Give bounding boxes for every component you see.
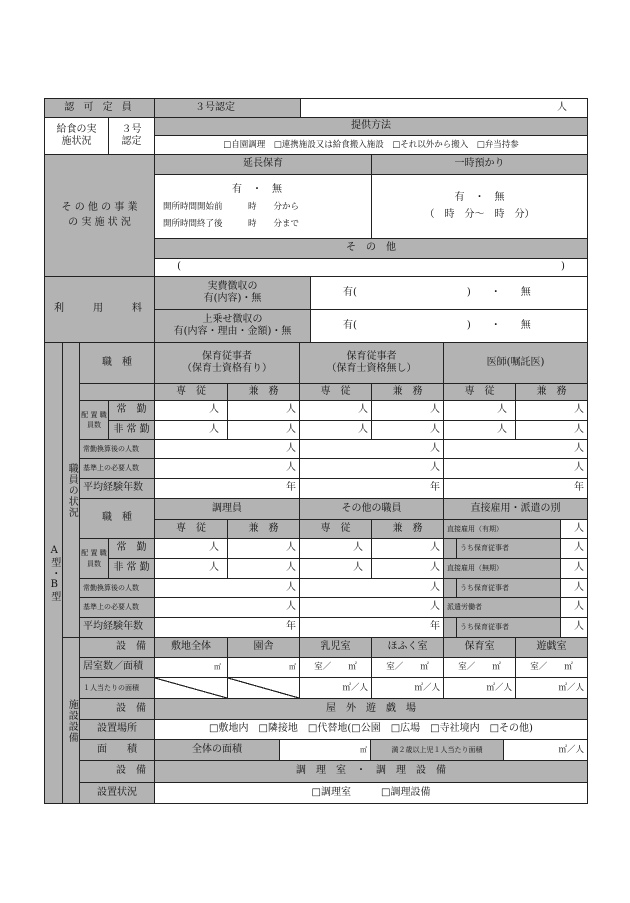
- count-field[interactable]: 人: [560, 519, 588, 539]
- count-field[interactable]: 人: [154, 558, 228, 579]
- fac-col-playroom: 遊戯室: [515, 637, 588, 658]
- count-field[interactable]: 人: [560, 578, 588, 598]
- total-area-field[interactable]: ㎡: [279, 739, 371, 761]
- setsubi-label: 設 備: [79, 698, 155, 720]
- count-field[interactable]: 人: [299, 538, 372, 559]
- count-field[interactable]: 人: [443, 420, 516, 440]
- per-person-label: １人当たりの面積: [79, 677, 155, 699]
- direct-indef-label: 直接雇用（無期）: [443, 558, 561, 579]
- senju-header: 専 従: [443, 383, 516, 401]
- setsubi-label: 設 備: [79, 637, 155, 658]
- senju-header: 専 従: [299, 519, 372, 539]
- haichi-label: 配 置 職員数: [79, 400, 109, 440]
- count-field[interactable]: 人: [299, 439, 444, 459]
- heikin-label: 平均経験年数: [79, 617, 155, 638]
- years-field[interactable]: 年: [154, 617, 300, 638]
- hijokin-label: 非 常 勤: [108, 558, 155, 579]
- staff1-col3: 医師(嘱託医): [443, 342, 588, 384]
- per-area-field[interactable]: ㎡／人: [515, 677, 588, 699]
- ichiji-header: 一時預かり: [371, 154, 588, 175]
- per-area-field[interactable]: ㎡／人: [299, 677, 372, 699]
- room-area-field[interactable]: 室／ ㎡: [515, 657, 588, 678]
- staff2-col3: 直接雇用・派遣の別: [443, 498, 588, 520]
- location-label: 設置場所: [79, 719, 155, 740]
- kyoshitsu-label: 居室数／面積: [79, 657, 155, 678]
- count-field[interactable]: 人: [560, 538, 588, 559]
- kenmu-header: 兼 務: [227, 383, 300, 401]
- heikin-label: 平均経験年数: [79, 478, 155, 499]
- kenmu-header: 兼 務: [371, 519, 444, 539]
- cooking-header: 調 理 室 ・ 調 理 設 備: [154, 760, 588, 783]
- sonota-label: そ の 他 の 事 業 の 実 施 状 況: [44, 154, 155, 277]
- ichiji-body[interactable]: [371, 174, 588, 239]
- blank-cell: [79, 383, 155, 401]
- kenmu-header: 兼 務: [227, 519, 300, 539]
- dispatch-label: 派遣労働者: [443, 597, 561, 618]
- kyushoku-header: 提供方法: [154, 117, 588, 136]
- other-field[interactable]: ( ): [154, 258, 588, 277]
- status-label: 設置状況: [79, 782, 155, 804]
- senju-header: 専 従: [299, 383, 372, 401]
- direct-indef-childcare-label: うち保育従事者: [456, 578, 561, 598]
- unit: 人: [557, 101, 567, 113]
- room-area-field[interactable]: 室／ ㎡: [371, 657, 444, 678]
- count-field[interactable]: 人: [371, 400, 444, 421]
- indent-cell: [443, 617, 457, 638]
- count-field[interactable]: 人: [227, 558, 300, 579]
- ninka-item: ３号認定: [154, 98, 301, 118]
- count-field[interactable]: 人: [371, 558, 444, 579]
- staff1-col2: 保育従事者 （保育士資格無し）: [299, 342, 444, 384]
- room-area-field[interactable]: 室／ ㎡: [299, 657, 372, 678]
- years-field[interactable]: 年: [299, 617, 444, 638]
- ninka-label: 認 可 定 員: [44, 98, 155, 118]
- ichiji-yumu[interactable]: 有 ・ 無: [454, 192, 505, 203]
- indent-cell: [443, 578, 457, 598]
- fac-col-infant: 乳児室: [299, 637, 372, 658]
- fac-col-crawling: ほふく室: [371, 637, 444, 658]
- count-field[interactable]: 人: [154, 597, 300, 618]
- haichi-label: 配 置 職員数: [79, 538, 109, 579]
- riyoryo-label: 利 用 料: [44, 276, 155, 343]
- count-field[interactable]: 人: [299, 458, 444, 479]
- count-field[interactable]: 人: [299, 400, 372, 421]
- count-field[interactable]: 人: [299, 420, 372, 440]
- area-field[interactable]: ㎡: [227, 657, 300, 678]
- dispatch-childcare-label: うち保育従事者: [456, 617, 561, 638]
- direct-fixed-label: 直接雇用（有期）: [443, 519, 561, 539]
- count-field[interactable]: 人: [515, 400, 588, 421]
- shokushu-header-2: 職 種: [79, 498, 155, 539]
- location-options[interactable]: □敷地内 □隣接地 □代替地(□公園 □広場 □寺社境内 □その他): [154, 719, 588, 740]
- per2-field[interactable]: ㎡／人: [503, 739, 588, 761]
- encho-header: 延長保育: [154, 154, 372, 175]
- per2-label: 満２歳以上児１人当たり面積: [370, 739, 504, 761]
- count-field[interactable]: 人: [154, 458, 300, 479]
- kenmu-header: 兼 務: [515, 383, 588, 401]
- per-area-field[interactable]: ㎡／人: [443, 677, 516, 699]
- count-field[interactable]: 人: [560, 617, 588, 638]
- disabled-cell: [154, 677, 228, 699]
- staff2-col2: その他の職員: [299, 498, 444, 520]
- count-field[interactable]: 人: [443, 400, 516, 421]
- ichiji-time: （ 時 分～ 時 分）: [424, 208, 535, 220]
- fac-col-building: 園舎: [227, 637, 300, 658]
- type-ab-label: A型・B型: [44, 342, 63, 804]
- count-field[interactable]: 人: [299, 597, 444, 618]
- years-field[interactable]: 年: [299, 478, 444, 499]
- disabled-cell: [227, 677, 300, 699]
- senju-header: 専 従: [154, 519, 228, 539]
- area-label: 面 積: [79, 739, 155, 761]
- uwanose-field[interactable]: 有( ) ・ 無: [310, 309, 588, 343]
- count-field[interactable]: 人: [154, 578, 300, 598]
- count-field[interactable]: 人: [560, 558, 588, 579]
- kansan-label: 常勤換算後の人数: [79, 578, 155, 598]
- other-header: そ の 他: [154, 238, 588, 259]
- outdoor-header: 屋 外 遊 戯 場: [154, 698, 588, 720]
- jokin-label: 常 勤: [108, 400, 155, 421]
- kyushoku-label: 給食の実 施状況: [44, 117, 109, 155]
- years-field[interactable]: 年: [154, 478, 300, 499]
- facility-label: 施設設備: [62, 637, 80, 804]
- count-field[interactable]: 人: [443, 458, 588, 479]
- count-field[interactable]: 人: [299, 558, 372, 579]
- fac-col-site: 敷地全体: [154, 637, 228, 658]
- per-area-field[interactable]: ㎡／人: [371, 677, 444, 699]
- jippi-field[interactable]: 有( ) ・ 無: [310, 276, 588, 310]
- encho-yumu[interactable]: 有 ・ 無: [232, 183, 282, 195]
- total-area-label: 全体の面積: [154, 739, 280, 761]
- kyushoku-nintei: ３号 認定: [108, 117, 155, 155]
- count-field[interactable]: 人: [154, 538, 228, 559]
- count-field[interactable]: 人: [154, 439, 300, 459]
- encho-body[interactable]: [154, 174, 372, 239]
- senju-header: 専 従: [154, 383, 228, 401]
- count-field[interactable]: 人: [154, 420, 228, 440]
- staff-status-label: 職員の状況: [62, 342, 80, 638]
- kyushoku-options[interactable]: □自園調理 □連携施設又は給食搬入施設 □それ以外から搬入 □弁当持参: [154, 135, 588, 155]
- count-field[interactable]: 人: [443, 439, 588, 459]
- kijun-label: 基準上の必要人数: [79, 458, 155, 479]
- uwanose-label: 上乗せ徴収の 有(内容・理由・金額)・無: [154, 309, 311, 343]
- kansan-label: 常勤換算後の人数: [79, 439, 155, 459]
- count-field[interactable]: 人: [371, 538, 444, 559]
- kenmu-header: 兼 務: [371, 383, 444, 401]
- count-field[interactable]: 人: [227, 400, 300, 421]
- area-field[interactable]: ㎡: [154, 657, 228, 678]
- room-area-field[interactable]: 室／ ㎡: [443, 657, 516, 678]
- status-options[interactable]: □調理室 □調理設備: [154, 782, 588, 804]
- indent-cell: [443, 538, 457, 559]
- fac-col-nursery: 保育室: [443, 637, 516, 658]
- hijokin-label: 非 常 勤: [108, 420, 155, 440]
- ninka-capacity-field[interactable]: [300, 98, 588, 118]
- years-field[interactable]: 年: [443, 478, 588, 499]
- direct-fixed-childcare-label: うち保育従事者: [456, 538, 561, 559]
- setsubi-label: 設 備: [79, 760, 155, 783]
- count-field[interactable]: 人: [560, 597, 588, 618]
- shokushu-header-1: 職 種: [79, 342, 155, 384]
- jippi-label: 実費徴収の 有(内容)・無: [154, 276, 311, 310]
- jokin-label: 常 勤: [108, 538, 155, 559]
- count-field[interactable]: 人: [227, 420, 300, 440]
- encho-before: 開所時間開始前 時 分から: [163, 202, 300, 213]
- count-field[interactable]: 人: [371, 420, 444, 440]
- count-field[interactable]: 人: [154, 400, 228, 421]
- count-field[interactable]: 人: [299, 578, 444, 598]
- kijun-label: 基準上の必要人数: [79, 597, 155, 618]
- count-field[interactable]: 人: [227, 538, 300, 559]
- count-field[interactable]: 人: [515, 420, 588, 440]
- staff1-col1: 保育従事者 （保育士資格有り）: [154, 342, 300, 384]
- staff2-col1: 調理員: [154, 498, 300, 520]
- encho-after: 開所時間終了後 時 分まで: [163, 218, 300, 229]
